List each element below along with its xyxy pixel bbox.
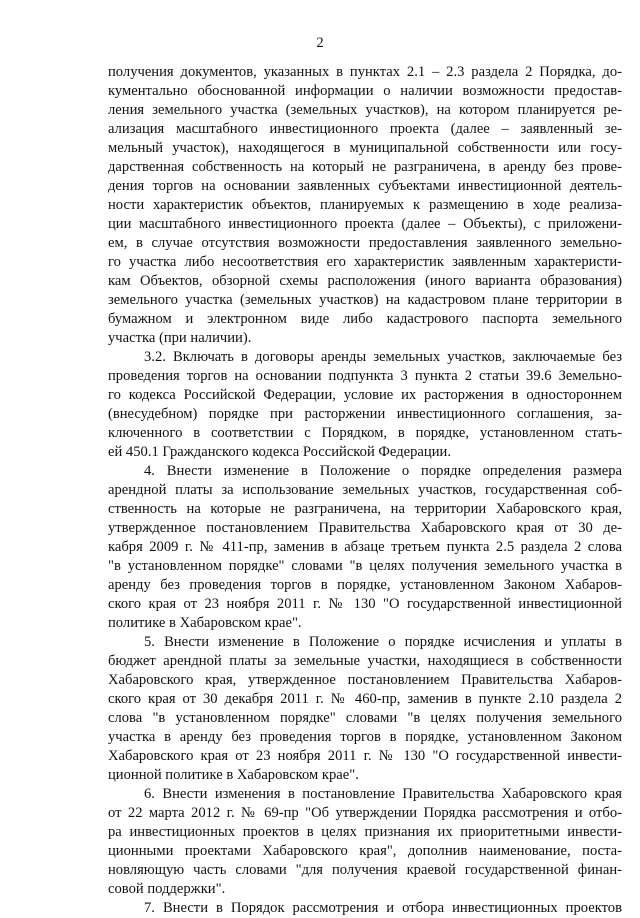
text-line: утвержденное постановлением Правительства Хабаровского края от 30 де- [108, 520, 622, 536]
text-line: го участка либо несоответствия его характеристик заявленным характеристи- [108, 254, 622, 270]
text-line: ности характеристик объектов, планируемых к размещению в ходе реализа- [108, 197, 622, 213]
text-line: 5. Внести изменение в Положение о порядке исчисления и уплаты в [144, 634, 622, 650]
text-line: ственность на которые не разграничена, на территории Хабаровского края, [108, 501, 622, 517]
text-line: ского края от 23 ноября 2011 г. № 130 "О государственной инвестиционной [108, 596, 622, 612]
text-line: мельный участок), находящегося в муниципальной собственности или госу- [108, 140, 622, 156]
text-line: 7. Внести в Порядок рассмотрения и отбора инвестиционных проектов [144, 900, 622, 916]
text-line: слова "в установленном порядке" словами "в целях получения земельного [108, 710, 622, 726]
document-body [108, 63, 622, 918]
text-line: от 22 марта 2012 г. № 69-пр "Об утверждении Порядка рассмотрения и отбо- [108, 805, 622, 821]
text-line: политике в Хабаровском крае". [108, 615, 302, 631]
text-line: кам Объектов, обзорной схемы расположения (иного варианта образования) [108, 273, 622, 289]
text-line: "в установленном порядке" словами "в целях получения земельного участка в [108, 558, 622, 574]
text-line: ализация масштабного инвестиционного проекта (далее – заявленный зе- [108, 121, 622, 137]
text-line: дения торгов на основании заявленных субъектами инвестиционной деятель- [108, 178, 622, 194]
text-line: ключенного в соответствии с Порядком, в порядке, установленном стать- [108, 425, 622, 441]
text-line: проведения торгов на основании подпункта 3 пункта 2 статьи 39.6 Земельно- [108, 368, 622, 384]
text-line: ского края от 30 декабря 2011 г. № 460-пр, заменив в пункте 2.10 раздела 2 [108, 691, 622, 707]
text-line: ем, в случае отсутствия возможности предоставления заявленного земельно- [108, 235, 622, 251]
text-line: бумажном и электронном виде либо кадастрового паспорта земельного [108, 311, 622, 327]
text-line: кументально обоснованной информации о наличии возможности предостав- [108, 83, 622, 99]
text-line: участка (при наличии). [108, 330, 252, 346]
text-line: (внесудебном) порядке при расторжении инвестиционного соглашения, за- [108, 406, 622, 422]
text-line: участка в аренду без проведения торгов в порядке, установленном Законом [108, 729, 622, 745]
text-line: аренду без проведения торгов в порядке, установленном Законом Хабаров- [108, 577, 622, 593]
text-line: кабря 2009 г. № 411-пр, заменив в абзаце третьем пункта 2.5 раздела 2 слова [108, 539, 622, 555]
text-line: ления земельного участка (земельных участков), на котором планируется ре- [108, 102, 622, 118]
text-line: ции масштабного инвестиционного проекта (далее – Объекты), с приложени- [108, 216, 622, 232]
text-line: 6. Внести изменения в постановление Правительства Хабаровского края [144, 786, 622, 802]
text-line: новляющую часть словами "для получения краевой государственной финан- [108, 862, 622, 878]
text-line: ционными проектами Хабаровского края", дополнив наименование, поста- [108, 843, 622, 859]
text-line: совой поддержки". [108, 881, 226, 897]
text-line: го кодекса Российской Федерации, условие их расторжения в одностороннем [108, 387, 622, 403]
text-line: Хабаровского края, утвержденное постановлением Правительства Хабаров- [108, 672, 622, 688]
text-line: Хабаровского края от 23 ноября 2011 г. № 130 "О государственной инвести- [108, 748, 622, 764]
page-number: 2 [316, 35, 324, 51]
text-line: получения документов, указанных в пунктах 2.1 – 2.3 раздела 2 Порядка, до- [108, 64, 622, 80]
text-line: 4. Внести изменение в Положение о порядке определения размера [144, 463, 622, 479]
text-line: ра инвестиционных проектов в целях признания их приоритетными инвести- [108, 824, 622, 840]
text-line: бюджет арендной платы за земельные участки, находящиеся в собственности [108, 653, 622, 669]
text-line: арендной платы за использование земельных участков, государственная соб- [108, 482, 622, 498]
text-line: ей 450.1 Гражданского кодекса Российской Федерации. [108, 444, 451, 460]
text-line: 3.2. Включать в договоры аренды земельных участков, заключаемые без [144, 349, 622, 365]
text-line: земельного участка (земельных участков) на кадастровом плане территории в [108, 292, 622, 308]
text-line: ционной политике в Хабаровском крае". [108, 767, 359, 783]
text-line: дарственная собственность на который не разграничена, в аренду без прове- [108, 159, 622, 175]
